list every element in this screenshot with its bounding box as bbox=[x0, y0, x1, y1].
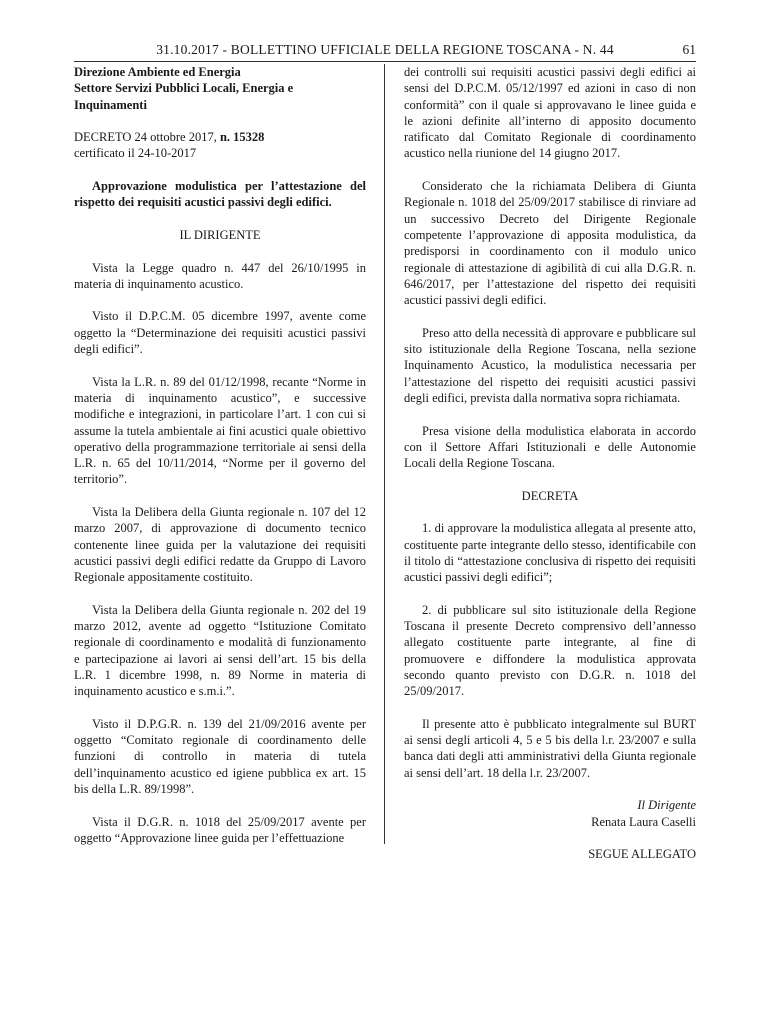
attachment-note: SEGUE ALLEGATO bbox=[588, 847, 696, 862]
signature-name: Renata Laura Caselli bbox=[591, 814, 696, 829]
decree-number: n. 15328 bbox=[219, 130, 265, 145]
decision-item: 2. di pubblicare sul sito istituzionale della Regione Toscana il presente Decreto comprensivo dell’annesso allegato costituente parte integrante, al fine di promuovere e diffondere la modulistica approvata secondo quanto previsto con D.G.R. n. 1018 del 25/09/2017. bbox=[404, 602, 696, 699]
recital-paragraph: Vista la Legge quadro n. 447 del 26/10/1995 in materia di inquinamento acustico. bbox=[74, 260, 366, 291]
recital-paragraph: Visto il D.P.C.M. 05 dicembre 1997, avente come oggetto la “Determinazione dei requisiti acustici passivi degli edifici”. bbox=[74, 309, 366, 357]
issuer-department: Direzione Ambiente ed Energia bbox=[74, 65, 241, 79]
certification-date: certificato il 24-10-2017 bbox=[74, 146, 197, 161]
recital-paragraph: Considerato che la richiamata Delibera di Giunta Regionale n. 1018 del 25/09/2017 stabilisce di rinviare ad un successivo Decreto del Dirigente Regionale competente l’approvazione di apposita modulistica, da predisporsi in coordinamento con il modulo unico regionale di attestazione di agibilità di cui alla D.G.R. n. 646/2017, per l’attestazione del rispetto dei requisiti acustici passivi degli edifici. bbox=[404, 179, 696, 308]
header-rule bbox=[74, 61, 696, 62]
page-number: 61 bbox=[682, 42, 696, 57]
publication-note: Il presente atto è pubblicato integralmente sul BURT ai sensi degli articoli 4, 5 e 5 bis della l.r. 23/2007 e sulla banca dati degli atti amministrativi della Giunta regionale ai sensi dell’art. 18 della l.r. 23/2007. bbox=[404, 716, 696, 780]
column-divider bbox=[384, 64, 385, 844]
decree-line bbox=[74, 129, 366, 145]
bulletin-title: 31.10.2017 - BOLLETTINO UFFICIALE DELLA REGIONE TOSCANA - N. 44 bbox=[156, 42, 614, 57]
recital-paragraph: Visto il D.P.G.R. n. 139 del 21/09/2016 avente per oggetto “Comitato regionale di coordinamento delle funzioni di controllo in materia di tutela dell’inquinamento acustico ed igiene pubblica ex art. 15 bis della L.R. 89/1998”. bbox=[74, 716, 366, 797]
recital-paragraph: Vista la Delibera della Giunta regionale n. 107 del 12 marzo 2007, di approvazione di documento tecnico contenente linee guida per la valutazione dei requisiti acustici passivi degli edifici redatte da Gruppo di Lavoro Regionale appositamente costituito. bbox=[74, 505, 366, 585]
decree-reference bbox=[74, 129, 366, 162]
decision-item: 1. di approvare la modulistica allegata al presente atto, costituente parte integrante dello stesso, identificabile con il titolo di “attestazione conclusiva di rispetto dei requisiti acustici passivi degli edifici”; bbox=[404, 521, 696, 585]
signature-role: Il Dirigente bbox=[637, 798, 696, 813]
recital-paragraph: Presa visione della modulistica elaborata in accordo con il Settore Affari Istituzionali e delle Autonomie Locali della Regione Toscana. bbox=[404, 423, 696, 471]
page-header bbox=[74, 42, 696, 62]
decree-date: DECRETO 24 ottobre 2017, bbox=[74, 130, 220, 145]
recital-paragraph: Vista il D.G.R. n. 1018 del 25/09/2017 avente per oggetto “Approvazione linee guida per l’effettuazione bbox=[74, 814, 366, 845]
recital-paragraph: Vista la L.R. n. 89 del 01/12/1998, recante “Norme in materia di inquinamento acustico”, e successive modifiche e integrazioni, in particolare l’art. 1 con cui si assume la tutela ambientale ai fini acustici quale obiettivo operativo della programmazione territoriale ai sensi della L.R. n. 65 del 10/11/2014, “Norme per il governo del territorio”. bbox=[74, 374, 366, 487]
issuer-sector: Settore Servizi Pubblici Locali, Energia e Inquinamenti bbox=[74, 81, 294, 112]
authority-heading: IL DIRIGENTE bbox=[179, 227, 261, 242]
decree-subject: Approvazione modulistica per l’attestazione del rispetto dei requisiti acustici passivi degli edifici. bbox=[74, 179, 366, 210]
right-column bbox=[404, 64, 696, 863]
continued-paragraph: dei controlli sui requisiti acustici passivi degli edifici ai sensi del D.P.C.M. 05/12/1997 ed azioni in caso di non conformità” con il quale si approvavano le linee guida e le azioni definite all’interno di apposito documento ratificato dal Comitato Regionale di coordinamento acustico nella riunione del 14 giugno 2017. bbox=[404, 65, 696, 161]
issuing-office bbox=[74, 64, 366, 113]
recital-paragraph: Preso atto della necessità di approvare e pubblicare sul sito istituzionale della Regione Toscana, nella sezione Inquinamento Acustico, la modulistica necessaria per l’attestazione del rispetto dei requisiti acustici passivi degli edifici, prevista dalla normativa sopra richiamata. bbox=[404, 325, 696, 405]
left-column bbox=[74, 64, 366, 863]
decision-heading: DECRETA bbox=[521, 488, 579, 503]
recital-paragraph: Vista la Delibera della Giunta regionale n. 202 del 19 marzo 2012, avente ad oggetto “Istituzione Comitato regionale di coordinamento e modalità di funzionamento e partecipazione ai lavori ai sensi dell’art. 15 bis della L.R. 1 dicembre 1998, n. 89 Norme in materia di inquinamento acustico e s.m.i.”. bbox=[74, 602, 366, 699]
